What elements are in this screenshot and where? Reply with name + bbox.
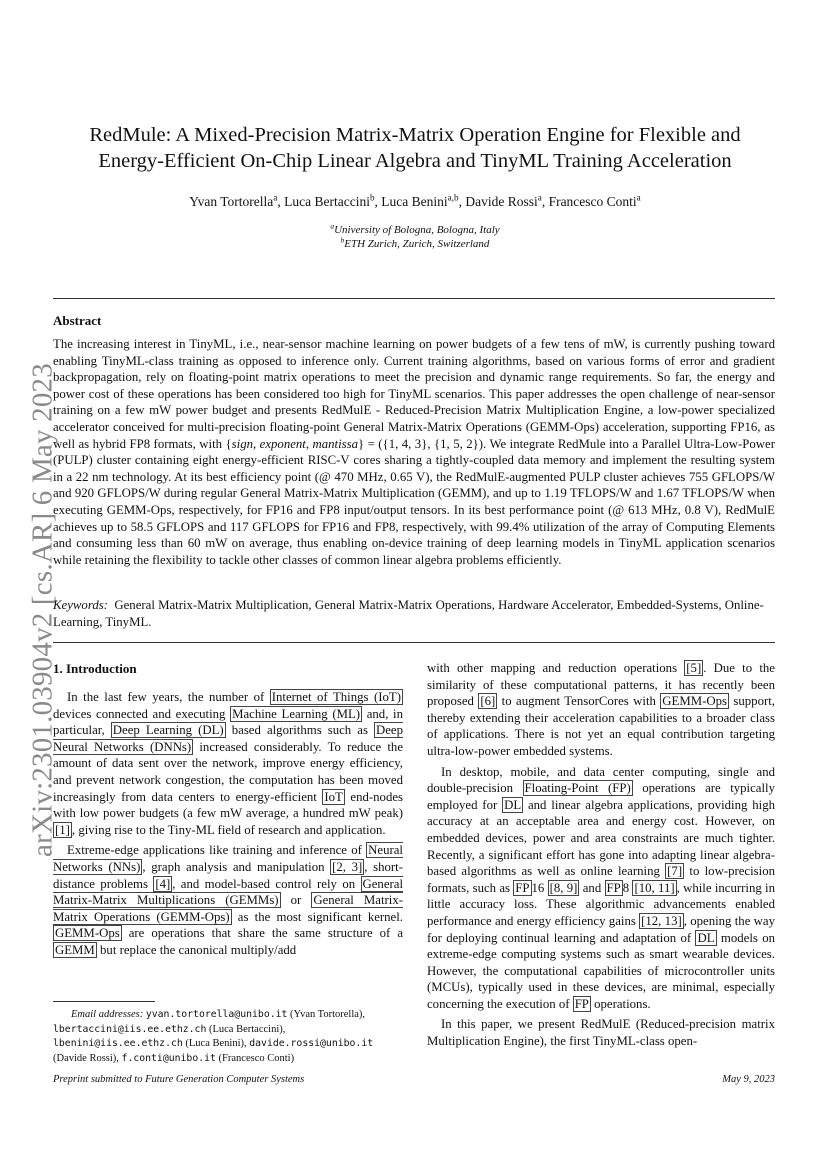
email-link[interactable]: f.conti@unibo.it: [121, 1052, 216, 1064]
text-run: end-nodes with low power budgets (a few mW average, a hundred mW peak): [53, 789, 404, 821]
text-run: support, thereby extending their acceleration capabilities to a broader class of applications. There is not yet an equal contribution targeting ultra-low-power embedded systems.: [427, 694, 775, 758]
text-run: , opening the way for deploying continual learning and adaptation of: [427, 913, 775, 945]
acronym-link[interactable]: General Matrix-Matrix Operations (GEMM-Ops): [53, 893, 403, 924]
email-link[interactable]: lbenini@iis.ee.ethz.ch: [53, 1038, 183, 1049]
footnote-line: [53, 1052, 403, 1067]
paper-title: [60, 122, 770, 174]
footnote-line: [53, 1008, 403, 1023]
footnote-divider: [53, 1001, 155, 1002]
author-affiliation-mark: b: [369, 192, 375, 203]
paragraph: [53, 689, 403, 838]
abstract-math: ,: [253, 436, 260, 451]
text-run: with other mapping and reduction operations: [427, 661, 685, 675]
author-name: Yvan Tortorella: [189, 194, 274, 209]
text-run: are operations that share the same structure of a: [121, 926, 403, 941]
text-run: operations.: [590, 996, 651, 1011]
citation-link[interactable]: [8, 9]: [549, 880, 578, 895]
text-run: as the most significant kernel.: [231, 909, 403, 924]
text-run: but replace the canonical multiply/add: [96, 942, 297, 957]
citation-link[interactable]: [10, 11]: [634, 880, 675, 895]
abstract-math: ,: [305, 436, 313, 451]
text-run: In this paper, we present RedMulE (Reduced-precision matrix Multiplication Engine), the first TinyML-class open-: [427, 1017, 775, 1049]
paragraph: [427, 1016, 775, 1049]
acronym-link[interactable]: DL: [697, 930, 715, 945]
author-affiliation-mark: a: [537, 192, 542, 203]
paragraph: [427, 660, 775, 760]
email-link[interactable]: davide.rossi@unibo.it: [249, 1038, 374, 1049]
keywords-text: General Matrix-Matrix Multiplication, General Matrix-Matrix Operations, Hardware Accelerator, Embedded-Systems, Online-Learning, TinyML.: [53, 598, 764, 629]
email-link[interactable]: yvan.tortorella@unibo.it: [145, 1009, 288, 1020]
author-affiliation-mark: a,b: [447, 192, 459, 203]
citation-link[interactable]: [6]: [480, 694, 496, 709]
paragraph: [53, 842, 403, 958]
footnote-text: (Davide Rossi),: [53, 1052, 122, 1064]
acronym-link[interactable]: Deep Neural Networks (DNNs): [53, 723, 403, 754]
preprint-note: Preprint submitted to Future Generation Computer Systems: [53, 1074, 305, 1085]
abstract-text: } = ({1, 4, 3}, {1, 5, 2}). We integrate RedMule into a Parallel Ultra-Low-Power (PULP) cluster containing eight energy-efficient RISC-V cores sharing a tightly-coupled data memory and implement the resulting system in a 22 nm technology. At its best efficiency point (@ 470 MHz, 0.65 V), the RedMulE-augmented PULP cluster achieves 755 GFLOPS/W and 920 GFLOPS/W during regular General Matrix-Matrix Multiplication (GEMM), and up to 1.19 TFLOPS/W and 1.67 TFLOPS/W when executing GEMM-Ops, respectively, for FP16 and FP8 input/output tensors. In its best performance point (@ 613 MHz, 0.8 V), RedMulE achieves up to 58.5 GFLOPS and 117 GFLOPS for FP16 and FP8, respectively, with 99.4% utilization of the array of Computing Elements and consuming less than 60 mW on average, thus enabling on-device training of deep learning models in TinyML application scenarios while retaining the flexibility to tackle other classes of common linear algebra problems efficiently.: [53, 436, 775, 567]
affiliation-text: ETH Zurich, Zurich, Switzerland: [344, 238, 490, 250]
author-name: Luca Benini: [381, 194, 448, 209]
affiliation-line: [60, 223, 770, 237]
text-run: Extreme-edge applications like training and inference of: [67, 843, 367, 858]
acronym-link[interactable]: Deep Learning (DL): [112, 723, 224, 738]
text-run: . Due to the similarity of these computational patterns, it has recently been proposed: [427, 661, 775, 709]
citation-link[interactable]: [1]: [55, 822, 70, 837]
acronym-link[interactable]: FP: [515, 880, 530, 895]
abstract-math: mantissa: [312, 436, 359, 451]
author-affiliation-mark: a: [273, 192, 278, 203]
acronym-link[interactable]: FP: [574, 996, 589, 1011]
acronym-link[interactable]: GEMM-Ops: [55, 926, 120, 941]
citation-link[interactable]: [12, 13]: [641, 913, 682, 928]
right-column: [427, 660, 775, 1050]
text-run: and: [579, 880, 605, 895]
text-run: and linear algebra applications, providing high accuracy at an acceptable area and energy cost. However, on embedded devices, power and area constraints are much tighter. Recently, a significant effort has gone into adapting linear algebra-based algorithms as well as online learning: [427, 797, 775, 879]
text-run: In the last few years, the number of: [67, 690, 270, 704]
section-heading: 1. Introduction: [53, 661, 137, 676]
text-run: to low-precision formats, such as: [427, 864, 775, 895]
acronym-link[interactable]: FP: [606, 880, 621, 895]
abstract-heading: Abstract: [53, 313, 102, 328]
abstract-bottom-divider: [53, 642, 775, 643]
title-line-1: RedMule: A Mixed-Precision Matrix-Matrix Operation Engine for Flexible and: [89, 124, 741, 146]
arxiv-stamp-text: arXiv:2301.03904v2 [cs.AR] 6 May 2023: [26, 363, 59, 857]
text-run: 8: [622, 880, 633, 895]
acronym-link[interactable]: Internet of Things (IoT): [271, 690, 401, 704]
acronym-link[interactable]: GEMM: [55, 942, 95, 957]
author-name: Davide Rossi: [465, 194, 538, 209]
citation-link[interactable]: [5]: [686, 661, 702, 675]
affiliation-mark: a: [330, 221, 335, 231]
abstract-math: exponent: [259, 436, 306, 451]
left-column: [53, 689, 403, 959]
affiliation-mark: b: [340, 235, 345, 245]
text-run: models on extreme-edge computing systems such as smart wearable devices. However, the computational capabilities of microcontroller units (MCUs), typically used in these devices, are minimal, especially concerning the execution of: [427, 930, 775, 1011]
author-list: Yvan Tortorella$^a$, Luca Bertaccini$^b$, Luca Benini$^{a,b}$, Davide Rossi$^a$, Francesco Conti$^a$: [189, 192, 641, 209]
author-name: Francesco Conti: [548, 194, 637, 209]
footnote-text: (Yvan Tortorella),: [287, 1009, 366, 1020]
citation-link[interactable]: [4]: [155, 876, 171, 891]
footnote-text: (Luca Benini),: [182, 1038, 250, 1049]
email-link[interactable]: lbertaccini@iis.ee.ethz.ch: [53, 1023, 207, 1035]
author-name: Luca Bertaccini: [284, 194, 370, 209]
keywords-label: Keywords:: [53, 598, 108, 612]
text-run: , graph analysis and manipulation: [142, 859, 331, 874]
acronym-link[interactable]: General Matrix-Matrix Multiplications (GEMMs): [53, 876, 403, 908]
affiliation-text: University of Bologna, Bologna, Italy: [334, 224, 500, 236]
author-affiliation-mark: a: [636, 192, 641, 203]
text-run: to augment TensorCores with: [497, 694, 661, 709]
text-run: , and model-based control rely on: [172, 876, 361, 891]
footnote-text: (Luca Bertaccini),: [206, 1023, 286, 1035]
paragraph: [427, 764, 775, 1013]
text-run: , giving rise to the Tiny-ML field of research and application.: [71, 822, 386, 837]
keywords: [53, 597, 775, 630]
footnote-label: Email addresses:: [71, 1009, 144, 1020]
acronym-link[interactable]: Floating-Point (FP): [524, 781, 631, 796]
abstract-text: The increasing interest in TinyML, i.e., near-sensor machine learning on power budgets of a few tens of mW, is currently pushing toward enabling TinyML-class training as opposed to inference only. Current training algorithms, based on various forms of error and gradient backpropagation, rely on floating-point matrix operations to meet the precision and dynamic range requirements. So far, the energy and power cost of these operations has been considered too high for TinyML scenarios. This paper addresses the open challenge of near-sensor training on a few mW power budget and presents RedMulE - Reduced-Precision Matrix Multiplication Engine, a low-power specialized accelerator conceived for multi-precision floating-point General Matrix-Matrix Operations (GEMM-Ops) acceleration, supporting FP16, as well as hybrid FP8 formats, with {: [53, 337, 775, 451]
text-run: In desktop, mobile, and data center computing, single and double-precision: [427, 764, 775, 796]
footnote-text: (Francesco Conti): [215, 1052, 295, 1064]
text-run: operations are typically employed for: [427, 781, 775, 812]
acronym-link[interactable]: DL: [504, 797, 522, 812]
acronym-link[interactable]: Neural Networks (NNs): [53, 843, 403, 874]
affiliation-line: [60, 237, 770, 251]
text-run: or: [280, 893, 312, 908]
email-footnote: [53, 1008, 403, 1066]
text-run: , short-distance problems: [53, 859, 403, 891]
text-run: , while incurring in little accuracy loss. These algorithmic advancements enabled performance and energy efficiency gains: [427, 880, 775, 928]
affiliations: [60, 223, 770, 251]
acronym-link[interactable]: Machine Learning (ML): [232, 706, 361, 721]
acronym-link[interactable]: GEMM-Ops: [662, 694, 727, 709]
citation-link[interactable]: [2, 3]: [332, 859, 363, 874]
text-run: 16: [531, 880, 548, 895]
preprint-date: May 9, 2023: [722, 1074, 775, 1085]
acronym-link[interactable]: IoT: [324, 789, 343, 804]
title-line-2: Energy-Efficient On-Chip Linear Algebra and TinyML Training Acceleration: [98, 150, 732, 172]
footnote-line: [53, 1023, 403, 1038]
text-run: increased considerably. To reduce the amount of data sent over the network, improve energy efficiency, and prevent network congestion, the computation has been moved increasingly from data centers to energy-efficient: [53, 739, 404, 804]
abstract-body: [53, 336, 775, 568]
citation-link[interactable]: [7]: [667, 864, 683, 879]
text-run: based algorithms such as: [225, 723, 374, 738]
text-run: and, in particular,: [53, 706, 403, 738]
footnote-line: [53, 1037, 403, 1052]
abstract-math: sign: [231, 436, 253, 451]
top-divider: [53, 298, 775, 299]
text-run: devices connected and executing: [53, 706, 231, 721]
